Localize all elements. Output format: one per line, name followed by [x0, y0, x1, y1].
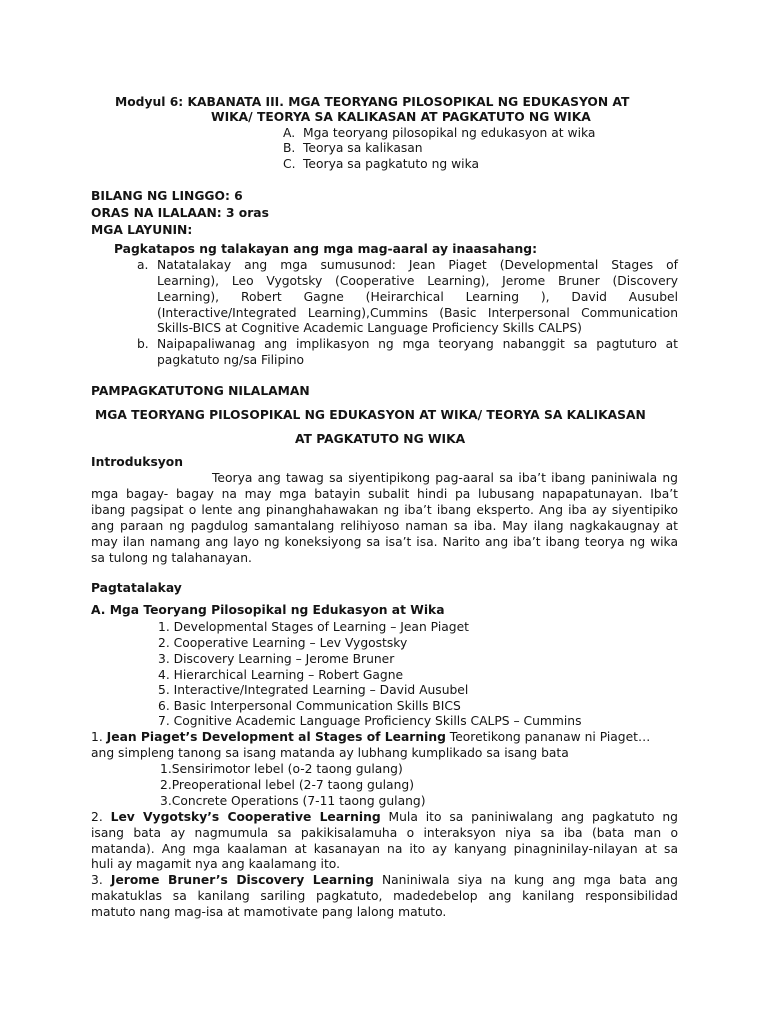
- objective-a-line: (Interactive/Integrated Learning),Cummins (Basic Interpersonal Communication: [157, 306, 678, 320]
- bruner-title: Jerome Bruner’s Discovery Learning: [110, 873, 374, 887]
- paragraph-number: 2.: [91, 810, 103, 824]
- vygotsky-intro: Mula ito sa paniniwalang ang pagkatuto ng: [388, 810, 678, 824]
- topic-marker: A.: [283, 126, 296, 140]
- intro-paragraph-line: sa tulong ng talahanayan.: [91, 551, 252, 565]
- topic-text: Mga teoryang pilosopikal ng edukasyon at wika: [303, 126, 596, 140]
- objective-b-line: Naipapaliwanag ang implikasyon ng mga teoryang nabanggit sa pagtuturo at: [157, 337, 678, 351]
- objective-a-line: Learning), Robert Gagne (Heirarchical Learning ), David Ausubel: [157, 290, 678, 304]
- paragraph-number: 3.: [91, 873, 103, 887]
- intro-paragraph-line: ang paraan ng pagdulog samantalang relihiyoso naman sa iba. May ilang nagkakaugnay at: [91, 519, 678, 533]
- intro-paragraph-line: mga bagay- bagay na may mga batayin subalit hindi pa lubusang napapatunayan. Iba’t: [91, 487, 678, 501]
- intro-paragraph-line: Teorya ang tawag sa siyentipikong pag-aaral sa iba’t ibang paniniwala ng: [212, 471, 678, 485]
- vygotsky-paragraph-line: isang bata ay nagmumula sa pakikisalamuha o interaksyon niya sa iba (bata man o: [91, 826, 678, 840]
- pagtatalakay-heading: Pagtatalakay: [91, 581, 182, 595]
- theory-list-item: 5. Interactive/Integrated Learning – David Ausubel: [158, 683, 469, 697]
- pampagkatutong-heading: PAMPAGKATUTONG NILALAMAN: [91, 384, 310, 398]
- vygotsky-paragraph-first-line: [91, 809, 678, 825]
- piaget-stage: 1.Sensirimotor lebel (o-2 taong gulang): [160, 762, 403, 776]
- vygotsky-paragraph-line: matanda). Ang mga kaalaman at kasanayan na ito ay kanyang pinagninilay-nilayan at sa: [91, 842, 678, 856]
- module-title-line-2: WIKA/ TEORYA SA KALIKASAN AT PAGKATUTO NG WIKA: [211, 110, 591, 124]
- content-heading-line-2: AT PAGKATUTO NG WIKA: [295, 432, 466, 446]
- piaget-intro: Teoretikong pananaw ni Piaget…: [449, 730, 651, 744]
- topic-item-b: [283, 140, 423, 156]
- theory-list-item: 4. Hierarchical Learning – Robert Gagne: [158, 668, 404, 682]
- objective-b-line: pagkatuto ng/sa Filipino: [157, 353, 305, 367]
- piaget-stage: 2.Preoperational lebel (2-7 taong gulang): [160, 778, 414, 792]
- objective-a-marker: a.: [137, 258, 149, 272]
- topic-marker: C.: [283, 157, 296, 171]
- piaget-paragraph-line: ang simpleng tanong sa isang matanda ay lubhang kumplikado sa isang bata: [91, 746, 569, 760]
- content-heading-line-1: MGA TEORYANG PILOSOPIKAL NG EDUKASYON AT WIKA/ TEORYA SA KALIKASAN: [95, 408, 646, 422]
- objectives-intro: Pagkatapos ng talakayan ang mga mag-aaral ay inaasahang:: [114, 242, 537, 256]
- topic-text: Teorya sa kalikasan: [303, 141, 423, 155]
- vygotsky-title: Lev Vygotsky’s Cooperative Learning: [110, 810, 381, 824]
- bruner-paragraph-first-line: [91, 872, 678, 888]
- objective-a-line: Learning), Leo Vygotsky (Cooperative Learning), Jerome Bruner (Discovery: [157, 274, 678, 288]
- topic-text: Teorya sa pagkatuto ng wika: [303, 157, 480, 171]
- mga-layunin-heading: MGA LAYUNIN:: [91, 223, 193, 237]
- topic-item-a: [283, 125, 595, 141]
- topic-marker: B.: [283, 141, 296, 155]
- intro-heading: Introduksyon: [91, 455, 183, 469]
- theory-list-item: 1. Developmental Stages of Learning – Jean Piaget: [158, 620, 469, 634]
- theory-list-item: 7. Cognitive Academic Language Proficiency Skills CALPS – Cummins: [158, 714, 582, 728]
- theory-list-item: 3. Discovery Learning – Jerome Bruner: [158, 652, 395, 666]
- objective-a-line: Natatalakay ang mga sumusunod: Jean Piaget (Developmental Stages of: [157, 258, 678, 272]
- bruner-paragraph-line: matuto nang mag-isa at mamotivate pang lalong matuto.: [91, 905, 447, 919]
- theory-list-item: 6. Basic Interpersonal Communication Skills BICS: [158, 699, 461, 713]
- intro-paragraph-line: may ilan namang ang layo ng koneksiyong sa isa’t isa. Narito ang iba’t ibang teorya ng wika: [91, 535, 678, 549]
- objective-a-line: Skills-BICS at Cognitive Academic Language Proficiency Skills CALPS): [157, 321, 582, 335]
- topic-item-c: [283, 156, 479, 172]
- bruner-intro: Naniniwala siya na kung ang mga bata ang: [381, 873, 678, 887]
- vygotsky-paragraph-line: huli ay magamit nya ang kaalamang ito.: [91, 857, 340, 871]
- piaget-stage: 3.Concrete Operations (7-11 taong gulang): [160, 794, 426, 808]
- objective-b-marker: b.: [137, 337, 149, 351]
- paragraph-number: 1.: [91, 730, 103, 744]
- piaget-paragraph-first-line: [91, 729, 650, 745]
- bruner-paragraph-line: makatuklas sa kanilang sariling pagkatuto, madedebelop ang kanilang responsibilidad: [91, 889, 678, 903]
- module-title-line-1: Modyul 6: KABANATA III. MGA TEORYANG PILOSOPIKAL NG EDUKASYON AT: [115, 95, 630, 109]
- piaget-title: Jean Piaget’s Development al Stages of Learning: [106, 730, 446, 744]
- intro-paragraph-line: ibang pagsipat o lente ang pinanghahawakan ng iba’t ibang eksperto. Ang iba ay siyentipiko: [91, 503, 678, 517]
- oras-na-ilalaan: ORAS NA ILALAAN: 3 oras: [91, 206, 269, 220]
- theory-list-item: 2. Cooperative Learning – Lev Vygostsky: [158, 636, 408, 650]
- bilang-ng-linggo: BILANG NG LINGGO: 6: [91, 189, 243, 203]
- section-a-heading: A. Mga Teoryang Pilosopikal ng Edukasyon at Wika: [91, 603, 445, 617]
